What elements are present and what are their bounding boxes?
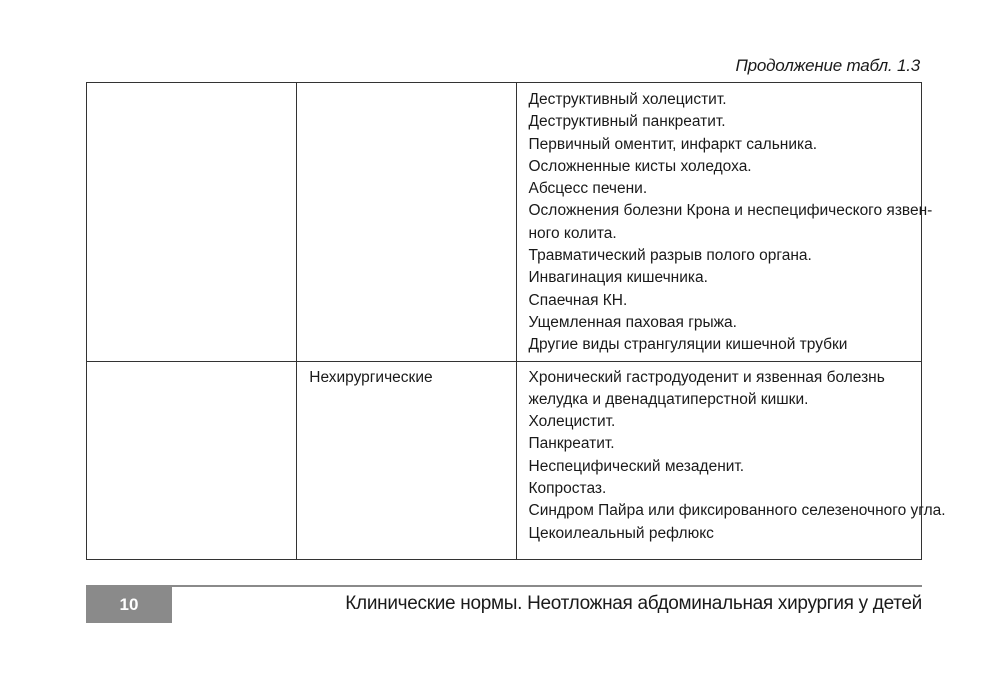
page-number: 10 xyxy=(86,587,172,623)
condition-entry: Спаечная КН. xyxy=(528,291,628,309)
group-label-nonsurgical: Нехирургические xyxy=(309,368,433,386)
condition-entry: Первичный оментит, инфаркт сальника. xyxy=(528,135,818,153)
footer-divider xyxy=(86,585,922,587)
table-cell-category xyxy=(87,83,297,362)
table-cell-group xyxy=(297,361,516,559)
condition-entry: Деструктивный панкреатит. xyxy=(528,113,726,131)
condition-entry: Осложненные кисты холедоха. xyxy=(528,157,752,175)
condition-entry: Холецистит. xyxy=(528,413,616,431)
condition-entry: Цекоилеальный рефлюкс xyxy=(528,524,714,542)
condition-entry: Неспецифический мезаденит. xyxy=(528,457,745,475)
condition-entry: желудка и двенадцатиперстной кишки. xyxy=(528,390,809,408)
condition-entry: Деструктивный холецистит. xyxy=(528,91,727,108)
condition-entry: Копростаз. xyxy=(528,480,607,498)
condition-entry: Инвагинация кишечника. xyxy=(528,269,708,287)
table-cell-category xyxy=(87,361,297,559)
table-row xyxy=(87,83,922,362)
conditions-table xyxy=(86,82,946,560)
table-cell-conditions xyxy=(516,361,946,559)
condition-entry: Абсцесс печени. xyxy=(528,180,648,198)
table-cell-conditions xyxy=(516,83,933,362)
condition-entry: Хронический гастродуоденит и язвенная болезнь xyxy=(528,368,885,386)
condition-entry: Травматический разрыв полого органа. xyxy=(528,247,812,265)
condition-entry: Синдром Пайра или фиксированного селезеночного угла. xyxy=(528,502,946,520)
table-row xyxy=(87,361,922,559)
condition-entry: ного колита. xyxy=(528,224,617,242)
table-cell-group xyxy=(297,83,516,362)
running-title: Клинические нормы. Неотложная абдоминальная хирургия у детей xyxy=(345,593,922,614)
condition-entry: Другие виды странгуляции кишечной трубки xyxy=(528,336,848,354)
condition-entry: Осложнения болезни Крона и неспецифического язвен- xyxy=(528,202,933,220)
condition-entry: Панкреатит. xyxy=(528,435,615,453)
table-continuation-label: Продолжение табл. 1.3 xyxy=(735,56,920,75)
condition-entry: Ущемленная паховая грыжа. xyxy=(528,313,737,331)
